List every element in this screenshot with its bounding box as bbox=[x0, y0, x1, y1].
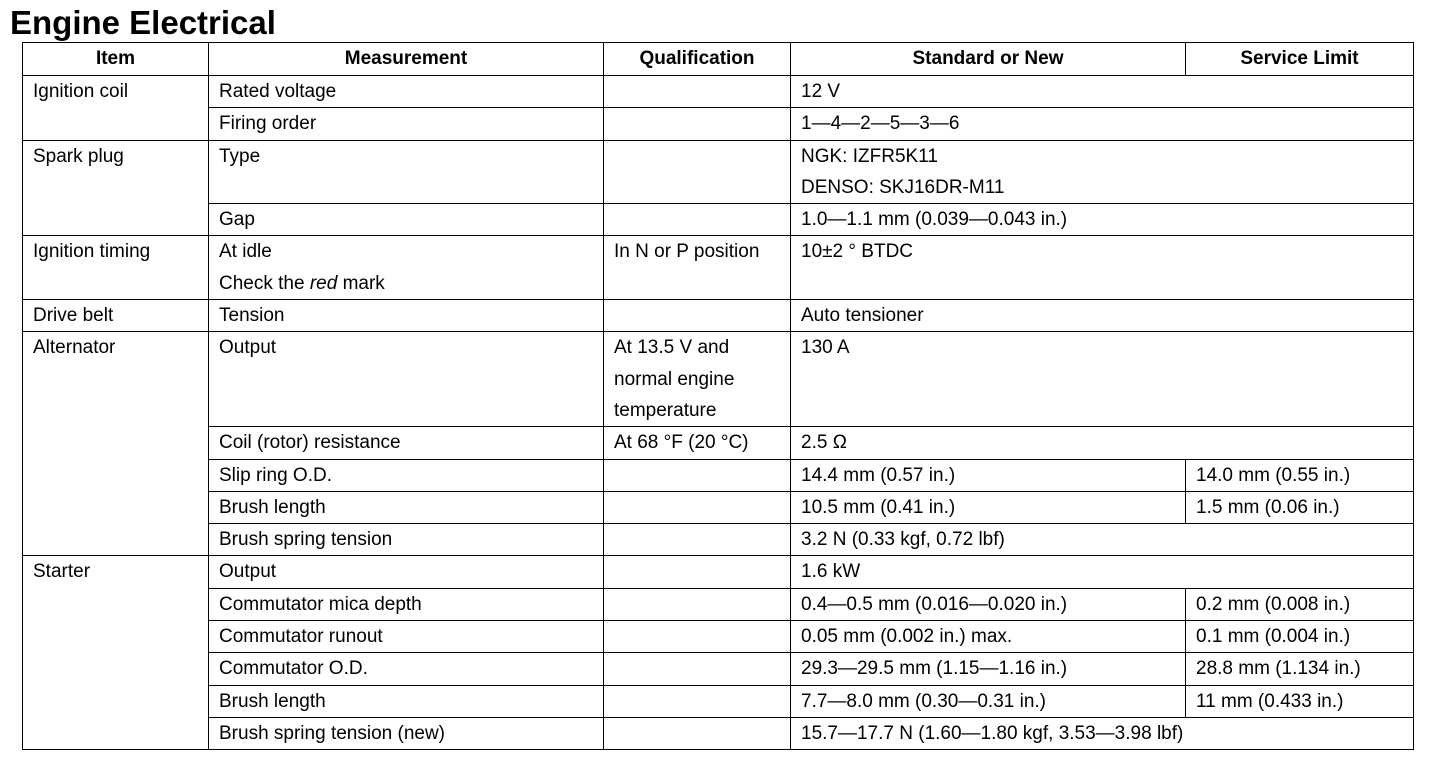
table-row bbox=[23, 491, 1414, 523]
header-service-limit: Service Limit bbox=[1186, 43, 1414, 76]
qualification-cell bbox=[604, 524, 791, 556]
measurement-cell: Output bbox=[209, 332, 604, 427]
item-cell: Ignition coil bbox=[23, 76, 209, 141]
standard-cell: 10±2 ° BTDC bbox=[791, 236, 1414, 300]
item-cell: Starter bbox=[23, 556, 209, 750]
qualification-cell bbox=[604, 76, 791, 108]
table-row bbox=[23, 653, 1414, 685]
qualification-cell bbox=[604, 556, 791, 588]
engine-electrical-spec-table bbox=[22, 42, 1414, 750]
service-limit-cell: 0.1 mm (0.004 in.) bbox=[1186, 621, 1414, 653]
standard-cell: 29.3—29.5 mm (1.15—1.16 in.) bbox=[791, 653, 1186, 685]
standard-cell: 3.2 N (0.33 kgf, 0.72 lbf) bbox=[791, 524, 1414, 556]
measurement-cell: Firing order bbox=[209, 108, 604, 140]
qualification-cell bbox=[604, 621, 791, 653]
header-measurement: Measurement bbox=[209, 43, 604, 76]
standard-cell: 14.4 mm (0.57 in.) bbox=[791, 459, 1186, 491]
measurement-line: At idle bbox=[219, 241, 272, 263]
item-cell: Drive belt bbox=[23, 300, 209, 332]
standard-cell: 0.05 mm (0.002 in.) max. bbox=[791, 621, 1186, 653]
measurement-line bbox=[219, 268, 603, 299]
standard-cell: 2.5 Ω bbox=[791, 427, 1414, 459]
standard-cell: 1.6 kW bbox=[791, 556, 1414, 588]
table-row bbox=[23, 685, 1414, 717]
service-limit-cell: 14.0 mm (0.55 in.) bbox=[1186, 459, 1414, 491]
qualification-cell bbox=[604, 717, 791, 749]
measurement-cell: Gap bbox=[209, 204, 604, 236]
measurement-cell: Brush spring tension bbox=[209, 524, 604, 556]
table-row bbox=[23, 76, 1414, 108]
measurement-cell: Brush length bbox=[209, 685, 604, 717]
standard-cell: 130 A bbox=[791, 332, 1414, 427]
measurement-cell: Commutator O.D. bbox=[209, 653, 604, 685]
service-limit-cell: 11 mm (0.433 in.) bbox=[1186, 685, 1414, 717]
standard-line: NGK: IZFR5K11 bbox=[801, 145, 938, 167]
item-cell: Alternator bbox=[23, 332, 209, 556]
standard-cell: 10.5 mm (0.41 in.) bbox=[791, 491, 1186, 523]
table-row bbox=[23, 300, 1414, 332]
qualification-cell: In N or P position bbox=[604, 236, 791, 300]
service-limit-cell: 28.8 mm (1.134 in.) bbox=[1186, 653, 1414, 685]
table-row bbox=[23, 332, 1414, 427]
table-row bbox=[23, 459, 1414, 491]
table-row bbox=[23, 236, 1414, 300]
measurement-cell: Type bbox=[209, 140, 604, 204]
standard-cell: 15.7—17.7 N (1.60—1.80 kgf, 3.53—3.98 lbf) bbox=[791, 717, 1414, 749]
qualification-cell bbox=[604, 140, 791, 204]
table-row bbox=[23, 140, 1414, 204]
standard-cell: 7.7—8.0 mm (0.30—0.31 in.) bbox=[791, 685, 1186, 717]
qualification-cell bbox=[604, 685, 791, 717]
qualification-cell bbox=[604, 332, 791, 427]
qualification-cell bbox=[604, 459, 791, 491]
table-row bbox=[23, 108, 1414, 140]
service-limit-cell: 0.2 mm (0.008 in.) bbox=[1186, 588, 1414, 620]
measurement-text: mark bbox=[337, 272, 385, 294]
qualification-cell bbox=[604, 491, 791, 523]
measurement-cell: Tension bbox=[209, 300, 604, 332]
table-row bbox=[23, 588, 1414, 620]
header-standard: Standard or New bbox=[791, 43, 1186, 76]
measurement-text: Check the bbox=[219, 272, 310, 294]
measurement-cell: Brush length bbox=[209, 491, 604, 523]
qualification-cell bbox=[604, 588, 791, 620]
standard-cell bbox=[791, 140, 1414, 204]
qualification-cell bbox=[604, 653, 791, 685]
qualification-cell bbox=[604, 300, 791, 332]
standard-cell: Auto tensioner bbox=[791, 300, 1414, 332]
header-item: Item bbox=[23, 43, 209, 76]
table-row bbox=[23, 524, 1414, 556]
standard-cell: 1.0—1.1 mm (0.039—0.043 in.) bbox=[791, 204, 1414, 236]
qualification-cell bbox=[604, 204, 791, 236]
qualification-cell bbox=[604, 108, 791, 140]
measurement-cell: Rated voltage bbox=[209, 76, 604, 108]
qualification-line: normal engine bbox=[614, 368, 735, 390]
table-row bbox=[23, 204, 1414, 236]
item-cell: Spark plug bbox=[23, 140, 209, 236]
standard-cell: 0.4—0.5 mm (0.016—0.020 in.) bbox=[791, 588, 1186, 620]
standard-line: DENSO: SKJ16DR-M11 bbox=[801, 176, 1005, 198]
measurement-cell: Commutator runout bbox=[209, 621, 604, 653]
measurement-cell: Coil (rotor) resistance bbox=[209, 427, 604, 459]
page-title: Engine Electrical bbox=[10, 4, 276, 41]
table-header-row bbox=[23, 43, 1414, 76]
measurement-cell: Output bbox=[209, 556, 604, 588]
standard-cell: 1—4—2—5—3—6 bbox=[791, 108, 1414, 140]
header-qualification: Qualification bbox=[604, 43, 791, 76]
measurement-cell: Brush spring tension (new) bbox=[209, 717, 604, 749]
measurement-cell: Commutator mica depth bbox=[209, 588, 604, 620]
measurement-cell: Slip ring O.D. bbox=[209, 459, 604, 491]
table-row bbox=[23, 556, 1414, 588]
table-row bbox=[23, 621, 1414, 653]
table-row bbox=[23, 427, 1414, 459]
standard-cell: 12 V bbox=[791, 76, 1414, 108]
qualification-cell: At 68 °F (20 °C) bbox=[604, 427, 791, 459]
measurement-cell bbox=[209, 236, 604, 300]
measurement-emphasis: red bbox=[309, 272, 338, 294]
table-row bbox=[23, 717, 1414, 749]
item-cell: Ignition timing bbox=[23, 236, 209, 300]
qualification-line: At 13.5 V and bbox=[614, 337, 730, 359]
service-limit-cell: 1.5 mm (0.06 in.) bbox=[1186, 491, 1414, 523]
qualification-line: temperature bbox=[614, 399, 717, 421]
